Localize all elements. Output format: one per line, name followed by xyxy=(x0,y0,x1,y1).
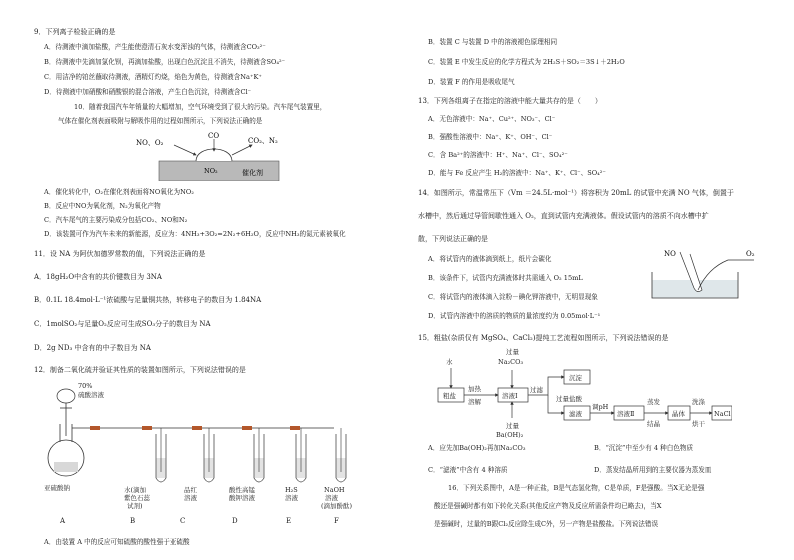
label-na2co3: Na₂CO₃ xyxy=(498,358,524,366)
q11-option-c: C．1molSO₂与足量O₂反应可生成SO₃分子的数目为 NA xyxy=(34,320,211,328)
q11-option-a: A．18gH₂O中含有的共价键数目为 3NA xyxy=(34,273,162,281)
q13-option-c: C．含 Ba²⁺的溶液中：H⁺、Na⁺、Cl⁻、SO₄²⁻ xyxy=(428,151,568,159)
label-solution-1: 溶液Ⅰ xyxy=(502,392,518,400)
apparatus-label-b: B xyxy=(130,517,136,525)
arrow-in xyxy=(174,145,196,155)
label-evaporate: 蒸发 xyxy=(647,398,660,406)
tube-f-label-2: 溶液 xyxy=(325,494,338,502)
q14-stem-line2: 水槽中，然后通过导管间歇性通入 O₂，直到试管内充满液体。假设试管内的溶质不向水槽中扩 xyxy=(418,212,709,220)
label-solution-2: 溶液Ⅱ xyxy=(617,410,635,418)
q12-option-b: B．装置 C 与装置 D 中的溶液褪色原理相同 xyxy=(428,38,558,46)
tube-b-label-2: 紫色石蕊 xyxy=(124,494,150,502)
label-crystallize: 结晶 xyxy=(647,420,660,428)
fig-no-o2-label: NO、O₂ xyxy=(136,139,164,147)
q10-stem-line2: 气体在催化剂表面吸附与解吸作用的过程如图所示，下列说法正确的是 xyxy=(58,117,263,125)
q10-option-b: B．反应中NO为氧化剂，N₂为氧化产物 xyxy=(44,202,161,210)
q13-stem: 13．下列各组离子在指定的溶液中能大量共存的是（ ） xyxy=(418,97,602,105)
label-nacl: NaCl xyxy=(714,410,731,418)
label-crystal: 晶体 xyxy=(672,410,685,418)
label-precipitate: 沉淀 xyxy=(569,374,582,382)
label-dissolve: 溶解 xyxy=(468,398,481,406)
tube-e-label-2: 溶液 xyxy=(285,494,298,502)
flask-label: 亚硫酸钠 xyxy=(44,484,70,492)
apparatus-label-f: F xyxy=(334,517,339,525)
apparatus-label-e: E xyxy=(286,517,292,525)
q12-option-d: D．装置 F 的作用是吸收尾气 xyxy=(428,78,515,86)
q11-option-b: B．0.1L 18.4mol·L⁻¹浓硫酸与足量铜共热，转移电子的数目为 1.84NA xyxy=(34,296,262,304)
q15-option-c: C．“滤液”中含有 4 种溶质 xyxy=(428,466,508,474)
q12-stem: 12．制备二氧化硫并验证其性质的装置如图所示，下列说法错误的是 xyxy=(34,366,246,374)
q15-option-a: A．应先加Ba(OH)₂再加Na₂CO₃ xyxy=(428,444,526,452)
apparatus-label-d: D xyxy=(232,517,238,525)
acid-label: 70% xyxy=(78,382,93,390)
test-tubes xyxy=(156,434,346,482)
q10-option-c: C．汽车尾气的主要污染成分包括CO₂、NO和N₂ xyxy=(44,216,188,224)
tube-b-label-3: 试剂) xyxy=(127,502,143,510)
salt-purification-flowchart xyxy=(432,346,732,438)
q14-option-b: B．该条件下，试管内充满液体时共需通入 O₂ 15mL xyxy=(428,274,583,282)
tube-c-label-2: 溶液 xyxy=(184,494,197,502)
tube-f-label-3: (滴加酚酞) xyxy=(321,502,353,510)
label-excess-hcl: 过量盐酸 xyxy=(556,395,582,403)
catalyst-diagram xyxy=(134,131,284,181)
label-filter: 过滤 xyxy=(530,386,543,394)
q9-option-b: B．待测液中先滴加氯化钡，再滴加盐酸，出现白色沉淀且不消失，待测液含SO₄²⁻ xyxy=(44,58,286,66)
label-adjust-ph: 调pH xyxy=(592,403,609,411)
tube-d-label: 酸性高锰 xyxy=(229,486,255,494)
tube-d-label-2: 酸钾溶液 xyxy=(229,494,255,502)
q14-stem-line1: 14．如图所示，常温常压下（Vm ＝24.5L·mol⁻¹）将容积为 20mL 的试管中充满 NO 气体，倒置于 xyxy=(418,189,734,197)
q15-stem: 15．粗盐(杂质仅有 MgSO₄、CaCl₂)提纯工艺流程如图所示，下列说法错误的是 xyxy=(418,334,669,342)
q12-option-c: C．装置 E 中发生反应的化学方程式为 2H₂S＋SO₂＝3S↓＋2H₂O xyxy=(428,58,625,66)
label-excess-1: 过量 xyxy=(506,348,519,356)
label-dry: 烘干 xyxy=(692,420,705,428)
q14-option-a: A．将试管内的液体滴到纸上，纸片会碳化 xyxy=(428,255,552,263)
tube-c-label: 品红 xyxy=(184,486,197,494)
label-wash: 洗涤 xyxy=(692,398,705,406)
q13-option-b: B．强酸性溶液中：Na⁺、K⁺、OH⁻、Cl⁻ xyxy=(428,133,553,141)
q11-stem: 11．设 NA 为阿伏加德罗常数的值，下列说法正确的是 xyxy=(34,250,206,258)
q16-line3: 是强碱时，过量的B跟Cl₂反应除生成C外，另一产物是盐酸盐。下列说法错误 xyxy=(434,520,659,528)
inverted-tube-diagram xyxy=(650,246,760,302)
fig-catalyst-label: 催化剂 xyxy=(242,169,263,177)
fig-no-label: NO xyxy=(664,250,676,258)
q13-option-a: A．无色溶液中：Na⁺、Cu²⁺、NO₃⁻、Cl⁻ xyxy=(428,115,556,123)
label-heat: 加热 xyxy=(468,385,481,393)
fig-o2-label: O₂ xyxy=(746,250,755,258)
q11-option-d: D．2g ND₃ 中含有的中子数目为 NA xyxy=(34,344,151,352)
fig-no2-label: NO₂ xyxy=(204,167,218,175)
q15-option-b: B．“沉淀”中至少有 4 种白色物质 xyxy=(594,444,694,452)
acid-label-2: 硫酸溶液 xyxy=(78,391,104,399)
q10-option-a: A．催化转化中，O₂在催化剂表面将NO氧化为NO₂ xyxy=(44,188,194,196)
q14-stem-line3: 散，下列说法正确的是 xyxy=(418,235,488,243)
tube-e-label: H₂S xyxy=(285,486,298,494)
arrow-out xyxy=(232,145,252,155)
q9-option-d: D．待测液中加硝酸和硝酸银的混合溶液，产生白色沉淀，待测液含Cl⁻ xyxy=(44,88,252,96)
q12-option-a: A．由装置 A 中的反应可知硫酸的酸性强于亚硫酸 xyxy=(44,538,190,546)
so2-apparatus-diagram xyxy=(34,378,379,513)
q14-option-d: D．试管内溶液中的溶质的物质的量浓度约为 0.05mol·L⁻¹ xyxy=(428,312,601,320)
label-crude: 粗盐 xyxy=(443,392,456,400)
label-water: 水 xyxy=(446,358,453,366)
apparatus-label-a: A xyxy=(60,517,66,525)
q16-line2: 酸还是强碱时都有如下转化关系(其他反应产物及反应所需条件均已略去)，当X xyxy=(434,502,662,510)
q16-line1: 16．下列关系图中，A是一种正盐，B是气态氢化物，C是单质，F是强酸。当X无论是强 xyxy=(448,484,705,492)
tube-b-label: 水(滴加 xyxy=(124,486,147,494)
q15-option-d: D．蒸发结晶所用到的主要仪器为蒸发皿 xyxy=(594,466,712,474)
q13-option-d: D．能与 Fe 反应产生 H₂的溶液中：Na⁺、K⁺、Cl⁻、SO₄²⁻ xyxy=(428,169,606,177)
q9-stem: 9．下列离子检验正确的是 xyxy=(34,28,116,36)
apparatus-label-c: C xyxy=(180,517,186,525)
label-excess-2: 过量 xyxy=(506,422,519,430)
q9-option-a: A．待测液中滴加盐酸，产生能使澄清石灰水变浑浊的气体，待测液含CO₃²⁻ xyxy=(44,43,266,51)
fig-co2-n2-label: CO₂、N₂ xyxy=(248,137,278,145)
q10-stem-line1: 10．随着我国汽车年销量的大幅增加，空气环境受到了很大的污染。汽车尾气装置里， xyxy=(74,103,327,111)
q10-option-d: D．该装置可作为汽车未来的新能源，反应为：4NH₃+3O₂=2N₂+6H₂O，反应中NH₃的氮元素被氧化 xyxy=(44,230,346,238)
q14-option-c: C．将试管内的液体滴入淀粉－碘化钾溶液中，无明显现象 xyxy=(428,293,598,301)
fig-co-label: CO xyxy=(208,132,220,140)
q9-option-c: C．用洁净的铂丝蘸取待测液，酒精灯灼烧，焰色为黄色，待测液含Na⁺K⁺ xyxy=(44,73,262,81)
tube-f-label: NaOH xyxy=(324,486,345,494)
label-baoh2: Ba(OH)₂ xyxy=(496,431,524,438)
label-filtrate: 滤液 xyxy=(569,410,582,418)
